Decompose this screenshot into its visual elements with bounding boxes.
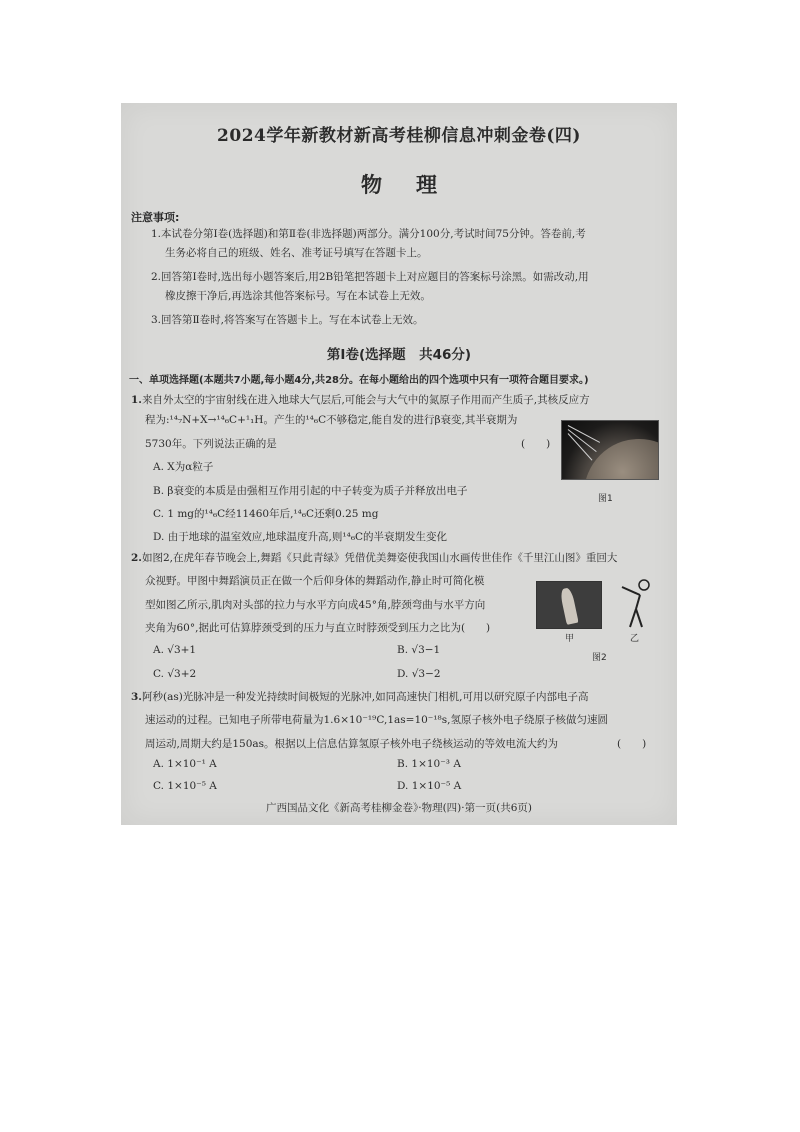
option-a: A. X为α粒子 [153, 461, 214, 473]
figure-1-planet-image [561, 420, 659, 480]
question-1-line: 5730年。下列说法正确的是 [145, 438, 277, 450]
notes-line: 橡皮擦干净后,再选涂其他答案标号。写在本试卷上无效。 [165, 290, 431, 302]
option-b: B. 1×10⁻³ A [397, 758, 461, 770]
notes-heading: 注意事项: [131, 211, 180, 224]
option-b: B. √3−1 [397, 644, 441, 656]
answer-bracket: ( ) [521, 438, 551, 450]
question-number: 1. [131, 394, 142, 406]
figure-2-caption: 图2 [592, 653, 607, 663]
figure-2-dancer-photo [536, 581, 602, 629]
option-c: C. 1×10⁻⁵ A [153, 780, 217, 792]
question-2-line: 型如图乙所示,肌肉对头部的拉力与水平方向成45°角,脖颈弯曲与水平方向 [145, 599, 486, 611]
section-title: 第Ⅰ卷(选择题 共46分) [326, 347, 472, 363]
question-2-line: 2.如图2,在虎年春节晚会上,舞蹈《只此青绿》凭借优美舞姿使我国山水画传世佳作《千里江山图》重回大 [131, 552, 618, 564]
option-d: D. 由于地球的温室效应,地球温度升高,则¹⁴₆C的半衰期发生变化 [153, 531, 448, 543]
option-b: B. β衰变的本质是由强相互作用引起的中子转变为质子并释放出电子 [153, 485, 468, 497]
exam-page [121, 103, 677, 825]
subject-title: 物理 [361, 172, 471, 197]
exam-title: 2024学年新教材新高考桂柳信息冲刺金卷(四) [217, 126, 581, 146]
dancer-silhouette [559, 587, 578, 625]
figure-2a-label: 甲 [565, 634, 575, 644]
question-number: 3. [131, 691, 142, 703]
question-2-line: 众视野。甲图中舞蹈演员正在做一个后仰身体的舞蹈动作,静止时可简化模 [145, 575, 485, 587]
option-a: A. √3+1 [153, 644, 197, 656]
question-2-line: 夹角为60°,据此可估算脖颈受到的压力与直立时脖颈受到压力之比为( ) [145, 622, 491, 634]
question-1-line: 程为:¹⁴₇N+X→¹⁴₆C+¹₁H。产生的¹⁴₆C不够稳定,能自发的进行β衰变,其半衰期为 [145, 414, 518, 426]
notes-line: 2.回答第Ⅰ卷时,选出每小题答案后,用2B铅笔把答题卡上对应题目的答案标号涂黑。如需改动,用 [151, 271, 589, 283]
notes-line: 3.回答第Ⅱ卷时,将答案写在答题卡上。写在本试卷上无效。 [151, 314, 424, 326]
option-d: D. 1×10⁻⁵ A [397, 780, 462, 792]
answer-bracket: ( ) [617, 738, 647, 750]
notes-line: 1.本试卷分第Ⅰ卷(选择题)和第Ⅱ卷(非选择题)两部分。满分100分,考试时间75分钟。答卷前,考 [151, 228, 586, 240]
figure-2-stick-model [616, 579, 656, 629]
option-d: D. √3−2 [397, 668, 441, 680]
question-3-line: 3.阿秒(as)光脉冲是一种发光持续时间极短的光脉冲,如同高速快门相机,可用以研究原子内部电子高 [131, 691, 589, 703]
option-c: C. √3+2 [153, 668, 197, 680]
figure-2b-label: 乙 [630, 634, 640, 644]
section-instruction: 一、单项选择题(本题共7小题,每小题4分,共28分。在每小题给出的四个选项中只有一项符合题目要求。) [129, 375, 589, 386]
question-3-line: 周运动,周期大约是150as。根据以上信息估算氢原子核外电子绕核运动的等效电流大约为 [145, 738, 559, 750]
notes-line: 生务必将自己的班级、姓名、准考证号填写在答题卡上。 [165, 247, 428, 259]
question-1-line: 1.来自外太空的宇宙射线在进入地球大气层后,可能会与大气中的氮原子作用而产生质子,其核反应方 [131, 394, 590, 406]
option-a: A. 1×10⁻¹ A [153, 758, 217, 770]
figure-1-caption: 图1 [598, 494, 613, 504]
option-c: C. 1 mg的¹⁴₆C经11460年后,¹⁴₆C还剩0.25 mg [153, 508, 379, 520]
question-3-line: 速运动的过程。已知电子所带电荷量为1.6×10⁻¹⁹C,1as=10⁻¹⁸s,氢原子核外电子绕原子核做匀速圆 [145, 714, 608, 726]
planet-shape [584, 439, 659, 480]
question-number: 2. [131, 552, 142, 564]
page-footer: 广西国品文化《新高考桂柳金卷》·物理(四)·第一页(共6页) [266, 802, 532, 814]
